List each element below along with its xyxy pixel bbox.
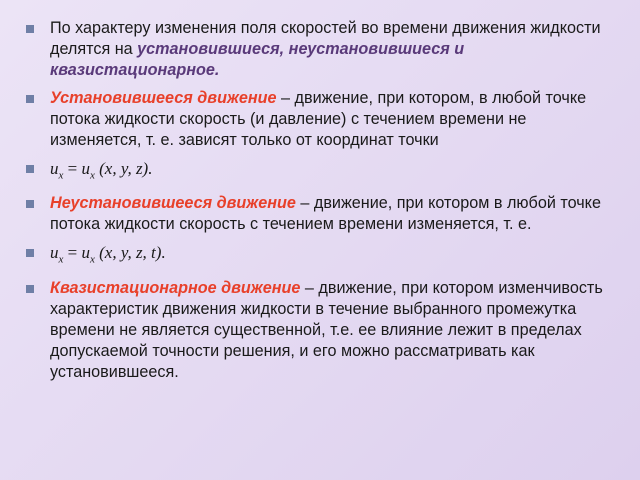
list-item-steady-formula: [26, 158, 614, 186]
square-bullet-icon: [26, 249, 34, 257]
steady-flow-definition: – движение, при котором, в любой точке потока жидкости скорость (и давление) с течением времени не изменяется, т. е. зависят только от координат точки: [50, 89, 587, 149]
classification-intro-text: По характеру изменения поля скоростей во времени движения жидкости делятся на: [50, 19, 601, 58]
square-bullet-icon: [26, 285, 34, 293]
list-item-steady-flow: [26, 88, 614, 151]
square-bullet-icon: [26, 200, 34, 208]
square-bullet-icon: [26, 165, 34, 173]
steady-flow-term: Установившееся движение: [50, 89, 277, 107]
unsteady-flow-formula: $u_x = u_x$ (x, y, z, t).: [50, 243, 166, 266]
unsteady-flow-definition: – движение, при котором в любой точке потока жидкости скорость с течением времени изменяется, т. е.: [50, 194, 601, 234]
unsteady-flow-term: Неустановившееся движение: [50, 194, 296, 213]
list-item-quasi-steady-flow: [26, 278, 614, 383]
steady-flow-formula: $u_x = u_x$ (x, y, z).: [50, 159, 153, 182]
list-item-classification: [26, 18, 614, 81]
quasi-steady-flow-term: Квазистационарное движение: [50, 278, 301, 297]
square-bullet-icon: [26, 25, 34, 33]
list-item-unsteady-flow: [26, 193, 614, 235]
square-bullet-icon: [26, 95, 34, 103]
list-item-unsteady-formula: [26, 242, 614, 270]
quasi-steady-flow-definition: – движение, при котором изменчивость характеристик движения жидкости в течение выбранного промежутка времени не является существенной, т.е. ее влияние лежит в пределах допускаемой точности решения, и его можно рассматривать как установившееся.: [50, 278, 603, 381]
classification-types-text: установившиеся, неустановившиеся и квазистационарное.: [50, 40, 465, 79]
